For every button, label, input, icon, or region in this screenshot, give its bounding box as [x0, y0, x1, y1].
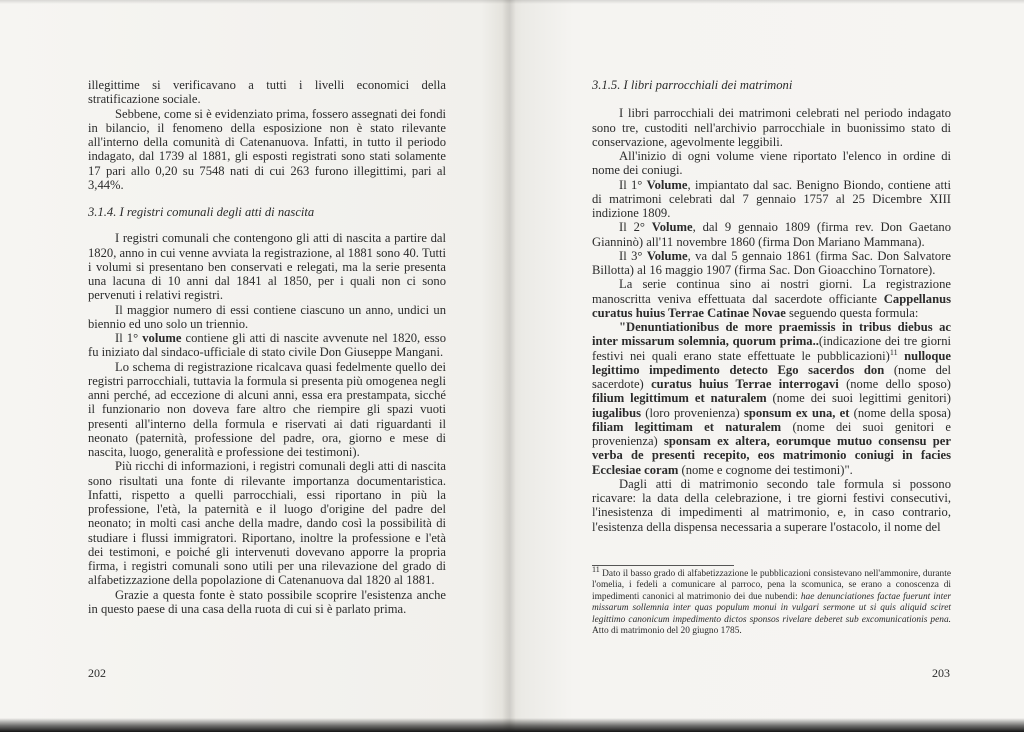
bold-text: Volume: [646, 177, 688, 192]
page-number-left: 202: [88, 666, 106, 680]
volume-paragraph: Il 1° Volume, impiantato dal sac. Benigno Biondo, contiene atti di matrimoni celebrati dal 7 gennaio 1757 al 25 Dicembre XIII indizione 1809.: [592, 177, 951, 220]
series-paragraph: La serie continua sino ai nostri giorni. La registrazione manoscritta veniva effettuata dal sacerdote officiante Cappellanus curatus huius Terrae Catinae Novae seguendo questa formula:: [592, 277, 951, 320]
bold-text: volume: [142, 331, 182, 345]
right-page: [592, 78, 951, 534]
paragraph: Dagli atti di matrimonio secondo tale formula si possono ricavare: la data della celebrazione, i tre giorni festivi consecutivi, l'inesistenza di impedimenti al matrimonio, e, in caso contrario, l'esistenza della dispensa necessaria a superare l'ostacolo, il nome del: [592, 476, 951, 534]
section-heading: 3.1.5. I libri parrocchiali dei matrimoni: [592, 78, 793, 92]
footnote-divider: [592, 565, 734, 566]
paragraph: I registri comunali che contengono gli atti di nascita a partire dal 1820, anno in cui venne avviata la registrazione, al 1881 sono 40. Tutti i volumi si presentano ben conservati e relegati, ma la serie presenta una lacuna di 10 anni dal 1841 al 1850, per i quali non ci sono pervenuti i relativi registri.: [88, 231, 446, 303]
paragraph: illegittime si verificavano a tutti i livelli economici della stratificazione sociale.: [88, 78, 446, 107]
footnote-ref[interactable]: 11: [889, 347, 898, 357]
page-number-right: 203: [932, 666, 950, 680]
paragraph: Grazie a questa fonte è stato possibile scoprire l'esistenza anche in questo paese di una casa della ruota di cui si è parlato prima.: [88, 587, 446, 616]
bold-text: Cappellanus curatus huius Terrae Catinae Novae: [592, 291, 951, 320]
paragraph: I libri parrocchiali dei matrimoni celebrati nel periodo indagato sono tre, custoditi nell'archivio parrocchiale in buonissimo stato di conservazione, agevolmente leggibili.: [592, 106, 951, 149]
bold-text: Volume: [646, 248, 688, 263]
page-bottom-edge: [0, 718, 1024, 732]
bold-text: Volume: [651, 220, 693, 235]
left-page: [88, 78, 446, 616]
paragraph: Il maggior numero di essi contiene ciascuno un anno, undici un biennio ed uno solo un triennio.: [88, 302, 446, 331]
paragraph: Sebbene, come si è evidenziato prima, fossero assegnati dei fondi in bilancio, il fenomeno della esposizione non è stato rilevante all'interno della comunità di Catenanuova. Infatti, in tutto il periodo indagato, dal 1739 al 1881, gli esposti registrati sono stati solamente 17 pari allo 0,20 su 7548 nati di cui 263 furono illegittimi, pari al 3,44%.: [88, 106, 446, 192]
paragraph: Lo schema di registrazione ricalcava quasi fedelmente quello dei registri parrocchiali, tuttavia la formula si presenta più omogenea negli anni perché, ad eccezione di alcuni anni, essa era prestampata, sicché il funzionario non doveva fare altro che riempire gli spazi vuoti presenti all'interno della formula e riservati ai dati riguardanti il neonato (paternità, professione del padre, ora, giorno e mese di nascita, luogo, generalità e professione dei testimoni).: [88, 359, 446, 459]
paragraph: Più ricchi di informazioni, i registri comunali degli atti di nascita sono risultati una fonte di rilevante importanza documentaristica. Infatti, rispetto a quelli parrocchiali, essi riportano in più la professione, l'età, la paternità e il luogo d'origine del padre del neonato; in molti casi anche della madre, dando così la possibilità di studiare i flussi immigratori. Riportano, inoltre la professione e l'età dei testimoni, e poiché gli intervenuti dovevano apporre la propria firma, i registri comunali sono utili per una rilevazione del grado di alfabetizzazione della popolazione di Catenanuova dal 1820 al 1881.: [88, 459, 446, 588]
paragraph: All'inizio di ogni volume viene riportato l'elenco in ordine di nome dei coniugi.: [592, 149, 951, 178]
volume-paragraph: Il 2° Volume, dal 9 gennaio 1809 (firma rev. Don Gaetano Gianninò) all'11 novembre 1860 (firma Don Mariano Mammana).: [592, 220, 952, 249]
footnote-number: 11: [592, 564, 600, 574]
formula-paragraph: "Denuntiationibus de more praemissis in tribus diebus ac inter missarum solemnia, quorum prima..(indicazione dei tre giorni festivi nei quali erano state effettuate le pubblicazioni)$^{11}$ nulloque legittimo impedimento detecto Ego sacerdos don (nome del sacerdote) curatus huius Terrae interrogavi (nome dello sposo) filium legittimum et naturalem (nome dei suoi legittimi genitori) iugalibus (loro provenienza) sponsum ex una, et (nome della sposa) filiam legittimam et naturalem (nome dei suoi genitori e provenienza) sponsam ex altera, eorumque mutuo consensu per verba de presenti recepito, eos matrimonio coniugi in facies Ecclesiae coram (nome e cognome dei testimoni)".: [592, 320, 952, 477]
section-heading: 3.1.4. I registri comunali degli atti di nascita: [88, 205, 315, 219]
book-gutter: [502, 0, 516, 732]
volume-paragraph: Il 1° volume contiene gli atti di nascite avvenute nel 1820, esso fu iniziato dal sindaco-ufficiale di stato civile Don Giuseppe Mangani.: [88, 331, 446, 360]
footnote: $^{11}$ Dato il basso grado di alfabetizzazione le pubblicazioni consistevano nell'ammonire, durante l'omelia, i fedeli a comunicare al parroco, pena la scomunica, se erano a conoscenza di impedimenti canonici al matrimonio dei due nubendi: hae denunciationes factae fuerunt inter missarum sollemnia inter quas populum monui in vulgari sermone ut si quis aliquid sciret legittimo canonicum impedimento dictos sponsos rivelare deberet sub excomunicationis pena. Atto di matrimonio del 20 giugno 1785.: [592, 564, 951, 637]
volume-paragraph: Il 3° Volume, va dal 5 gennaio 1861 (firma Sac. Don Salvatore Billotta) al 16 maggio 1907 (firma Sac. Don Gioacchino Tornatore).: [592, 248, 951, 277]
